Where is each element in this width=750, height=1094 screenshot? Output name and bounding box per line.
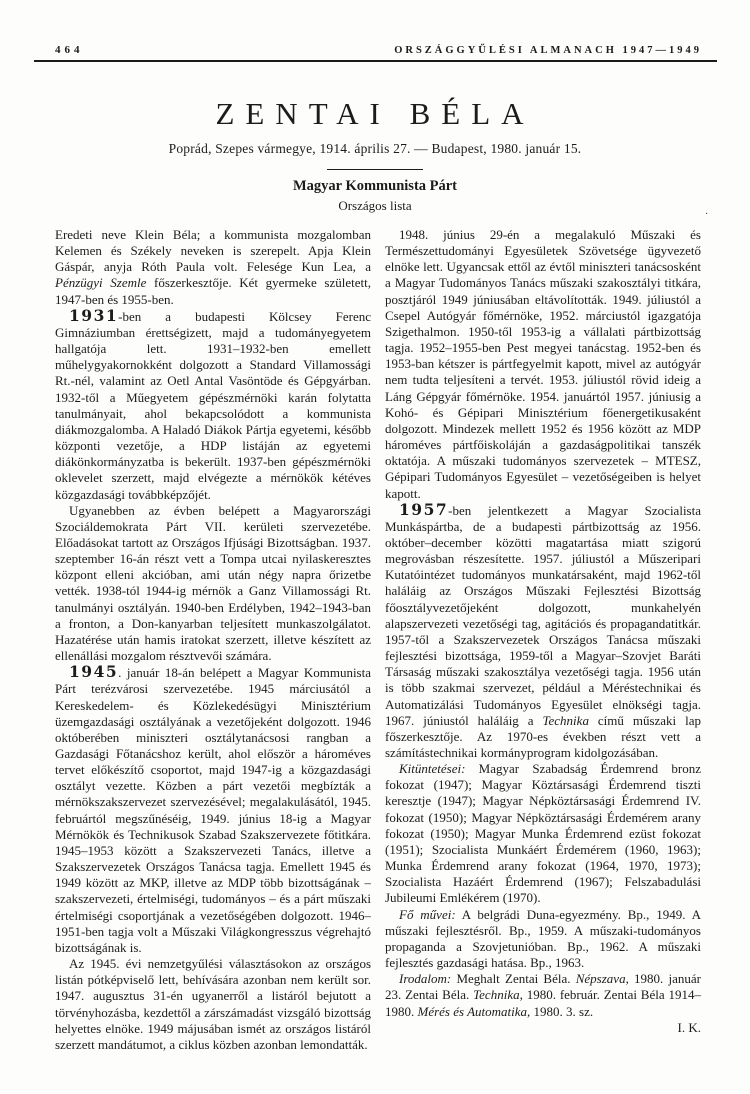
- paragraph: [385, 499, 701, 762]
- paragraph: [55, 664, 371, 956]
- paragraph: [55, 956, 371, 1053]
- text-run: Irodalom:: [399, 971, 452, 987]
- paragraph: [385, 971, 701, 1019]
- entry-header: [0, 96, 750, 214]
- text-run: A belgrádi Duna-egyezmény. Bp., 1949. A műszaki fejlesztésről. Bp., 1959. A műszaki-tudományos propaganda a Szovjetunióban. Bp., 1962. A műszaki fejlesztés gazdasági hatása. Bp., 1963.: [385, 906, 701, 971]
- year-lead: 1931: [69, 305, 119, 325]
- article-body: [55, 227, 702, 1080]
- text-run: Pénzügyi Szemle: [55, 275, 147, 291]
- text-run: Kitüntetései:: [399, 761, 466, 777]
- text-run: Meghalt Zentai Béla.: [451, 971, 576, 987]
- paragraph: [385, 761, 701, 906]
- entry-dates: Poprád, Szepes vármegye, 1914. április 27. — Budapest, 1980. január 15.: [168, 141, 582, 156]
- text-run: Az 1945. évi nemzetgyűlési választásokon az országos listán pótképviselő lett, behívására azonban nem került sor. 1947. augusztus 31-én ugyanerről a listáról bejutott a törvényhozásba, kezdettől a zárszámadást vizsgáló bizottság helyettes elnöke. 1949 májusában ismét az országos listáról szerzett mandátumot, a ciklus közben azonban lemondatták.: [55, 956, 371, 1052]
- header-rule: [34, 60, 717, 62]
- text-run: Magyar Szabadság Érdemrend bronz fokozat (1947); Magyar Köztársasági Érdemrend tiszti keresztje (1947); Magyar Népköztársasági Érdemrend IV. fokozat (1950); Magyar Népköztársasági Érdemérem arany fokozat (1950); Magyar Munka Érdemrend ezüst fokozat (1951); Szocialista Munkáért Érdemérem (1960, 1963); Munka Érdemrend arany fokozat (1964, 1970, 1973); Szocialista Hazáért Érdemrend (1967); Felszabadulási Jubileumi Emlékérem (1970).: [385, 761, 701, 906]
- text-run: Technika,: [473, 987, 523, 1003]
- paragraph: [385, 227, 701, 502]
- signature: I. K.: [677, 1019, 701, 1035]
- running-title: ORSZÁGGYŰLÉSI ALMANACH 1947—1949: [394, 45, 702, 56]
- paragraph: [385, 907, 701, 972]
- year-lead: 1957: [399, 499, 449, 519]
- page-header: [55, 44, 702, 56]
- text-run: Technika: [542, 712, 589, 728]
- text-run: főszerkesztője. Két gyermeke született, 1947-ben és 1955-ben.: [55, 275, 371, 307]
- year-lead: 1945: [69, 662, 119, 682]
- text-run: című műszaki lap főszerkesztője. Az 1970-es években részt vett a számítástechnikai kormányprogram kidolgozásában.: [385, 712, 701, 760]
- entry-divider-rule: [327, 169, 423, 170]
- text-run: Népszava,: [575, 971, 629, 987]
- right-column-paragraphs: [385, 227, 701, 1020]
- entry-title: ZENTAI BÉLA: [215, 96, 535, 131]
- scan-dot-artifact: .: [705, 205, 708, 217]
- text-run: Fő művei:: [399, 906, 456, 922]
- list-type-label: Országos lista: [338, 198, 412, 213]
- paragraph: [55, 227, 371, 308]
- text-run: 1980. 3. sz.: [530, 1003, 594, 1019]
- paragraph: [55, 305, 371, 503]
- text-run: 1980. február. Zentai Béla 1914–1980.: [385, 987, 701, 1019]
- left-column: [55, 227, 371, 1080]
- party-name: Magyar Kommunista Párt: [292, 178, 458, 194]
- text-run: Mérés és Automatika,: [417, 1003, 531, 1019]
- text-run: Ugyanebben az évben belépett a Magyarországi Szociáldemokrata Párt VII. kerületi szervezetébe. Előadásokat tartott az Országos Ifjúsági Bizottságban. 1937. szeptember 16-án részt vett a Tompa utcai nyilaskeresztes központ elleni akcióban, ami után négy napra őrizetbe vették. 1938-tól 1944-ig mérnök a Ganz Villamossági Rt. tanulmányi osztályán. 1940-ben Erdélyben, 1942–1943-ban a fronton, a Don-kanyarban teljesített munkaszolgálatot. Hazatérése után hamis iratokat szerzett, illetve készített az ellenállási mozgalom résztvevői számára.: [55, 502, 371, 664]
- text-run: -ben a budapesti Kölcsey Ferenc Gimnáziumban érettségizett, majd a tudományegyetem hallgatója lett. 1931–1932-ben emellett műhelygyakornokként dolgozott a Standard Villamossági Rt.-nél, valamint az Oetl Antal Vasöntöde és Gépgyárban. 1932-től a Műegyetem gépészmérnöki karán folytatta tanulmányait, ahol bekapcsolódott a kommunista diákmozgalomba. A Haladó Diákok Pártja egyetemi, később központi vezetője, a HDP listáján az egyetemi diákönkormányzatba is bekerült. 1937-ben gépészmérnöki oklevelet szerzett, majd elvégezte a mérnökök kétéves közgazdasági továbbképzőjét.: [55, 308, 371, 502]
- text-run: -ben jelentkezett a Magyar Szocialista Munkáspártba, de a budapesti pártbizottság az 1956. október–december közötti magatartása miatt szigorú megrovásban részesítette. 1957. júliustól a Műszeripari Kutatóintézet tudományos munkatársaként, majd 1962-től haláláig az Országos Műszaki Fejlesztési Bizottság főosztályvezetőjeként dolgozott, munkahelyén alapszervezeti vezetőségi tag, agitációs és propagandatitkár. 1957-től a Szakszervezetek Országos Tanácsa műszaki fejlesztési bizottsága, 1959-től a Magyar–Szovjet Baráti Társaság műszaki szakosztálya vezetőségi tagja. 1956 után is több szakmai szervezet, például a Méréstechnikai és Automatizálási Tudományos Egyesület elnökségi tagja. 1967. júniustól haláláig a: [385, 502, 701, 728]
- text-run: Eredeti neve Klein Béla; a kommunista mozgalomban Kelemen és Székely neveken is szerepelt. Apja Klein Gáspár, anyja Róth Paula volt. Felesége Kun Lea, a: [55, 227, 371, 275]
- right-column: [385, 227, 701, 1080]
- text-run: 1948. június 29-én a megalakuló Műszaki és Természettudományi Egyesületek Szövetsége ügyvezető elnöke lett. Ugyancsak ettől az évtől miniszteri tanácsosként a Magyar Tudományos Tanács műszaki szakosztályi titkára, posztjáról 1949 júniusában eltávolították. 1949. júliustól a Csepel Autógyár főmérnöke, 1952. márciustól igazgatója Szigethalmon. 1950-től 1953-ig a vállalati pártbizottság tagja. 1952–1955-ben Pest megyei tanácstag. 1952-ben és 1953-ban kétszer is pártfegyelmit kapott, mivel az autógyár nem tudta teljesíteni a tervét. 1953. júliustól rövid ideig a Láng Gépgyár főmérnöke. 1954. januártól 1957. júniusig a Kohó- és Gépipari Minisztérium főenergetikusaként dolgozott. Mindezek mellett 1952 és 1956 között az MDP hároméves pártfőiskoláján a gazdaságpolitikai tanszék oktatója. A műszaki tudományos szervezetek – MTESZ, Gépipari Tudományos Egyesület – vezetőségeiben is helyet kapott.: [385, 227, 701, 501]
- page-number: 464: [55, 44, 84, 56]
- text-run: . január 18-án belépett a Magyar Kommunista Párt terézvárosi szervezetébe. 1945 márciusától a Kereskedelem- és Közlekedésügyi Minisztérium üzemgazdasági osztályának a vezetőjeként dolgozott. 1946 októberében miniszteri osztálytanácsosi rangban a Gazdasági Főtanácshoz került, ahol először a hároméves tervet előkészítő csoportot, majd 1947-ig a közgazdasági osztályt vezette. Közben a párt vezetői megbízták a mérnökszakszervezet szervezésével; megalakulásától, 1945. februártól megszűnéséig, 1949. június 18-ig a Magyar Mérnökök és Technikusok Szabad Szakszervezete főtitkára. 1945–1953 között a Szakszervezeti Tanács, illetve a Szakszervezetek Országos Tanácsa tagja. Emellett 1945 és 1949 között az MKP, illetve az MDP több bizottságának – szakszervezeti, értelmiségi, tudományos – és a párt műszaki értelmiségi csoportjának a vezetőségében dolgozott. 1946–1951-ben tagja volt a Műszaki Világkongresszus végrehajtó bizottságának is.: [55, 665, 371, 955]
- paragraph: [55, 503, 371, 665]
- text-run: 1980. január 23. Zentai Béla.: [385, 971, 701, 1003]
